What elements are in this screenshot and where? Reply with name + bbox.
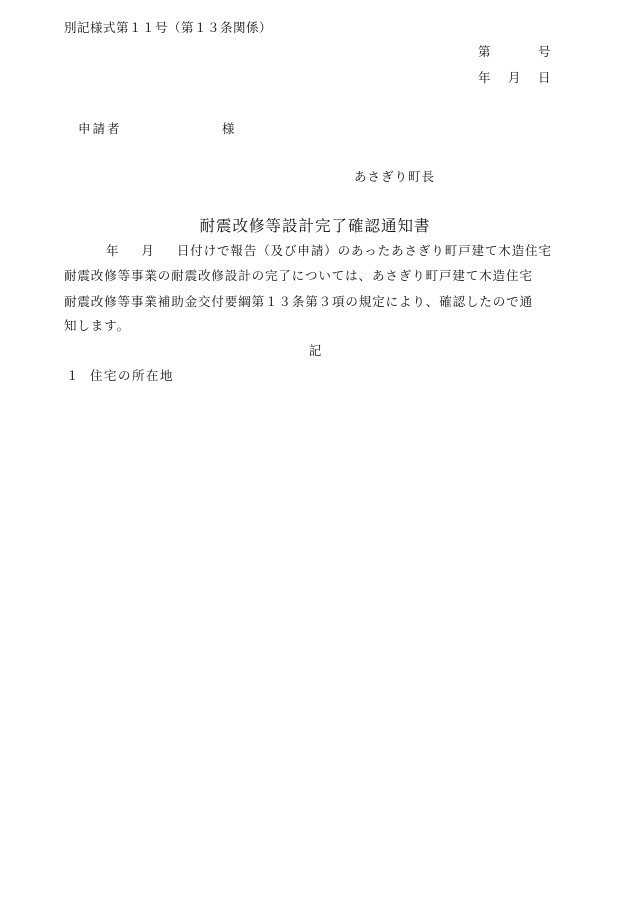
body-line-1 xyxy=(64,245,552,258)
body-line-1-text: 日付けで報告（及び申請）のあったあさぎり町戸建て木造住宅 xyxy=(176,243,552,258)
applicant-honorific: 様 xyxy=(222,121,235,136)
body-line-2: 耐震改修等事業の耐震改修設計の完了については、あさぎり町戸建て木造住宅 xyxy=(64,268,533,283)
ki-heading: 記 xyxy=(308,343,322,358)
form-number: 別記様式第１１号（第１３条関係） xyxy=(64,20,273,35)
item-number: １ xyxy=(66,368,81,383)
document-number-label: 第 xyxy=(478,44,491,59)
issuer-name: あさぎり町長 xyxy=(354,169,436,184)
date-month-label: 月 xyxy=(508,70,521,85)
applicant-label: 申請者 xyxy=(78,121,122,136)
item-label: 住宅の所在地 xyxy=(90,368,175,383)
body-line-3: 耐震改修等事業補助金交付要綱第１３条第３項の規定により、確認したので通 xyxy=(64,294,534,309)
body-year: 年 xyxy=(106,243,120,258)
body-line-4: 知します。 xyxy=(64,318,131,333)
date-year-label: 年 xyxy=(478,70,491,85)
document-number-suffix: 号 xyxy=(538,44,551,59)
list-item xyxy=(66,370,174,383)
date-day-label: 日 xyxy=(538,70,551,85)
document-title: 耐震改修等設計完了確認通知書 xyxy=(199,217,431,235)
body-month: 月 xyxy=(141,243,155,258)
